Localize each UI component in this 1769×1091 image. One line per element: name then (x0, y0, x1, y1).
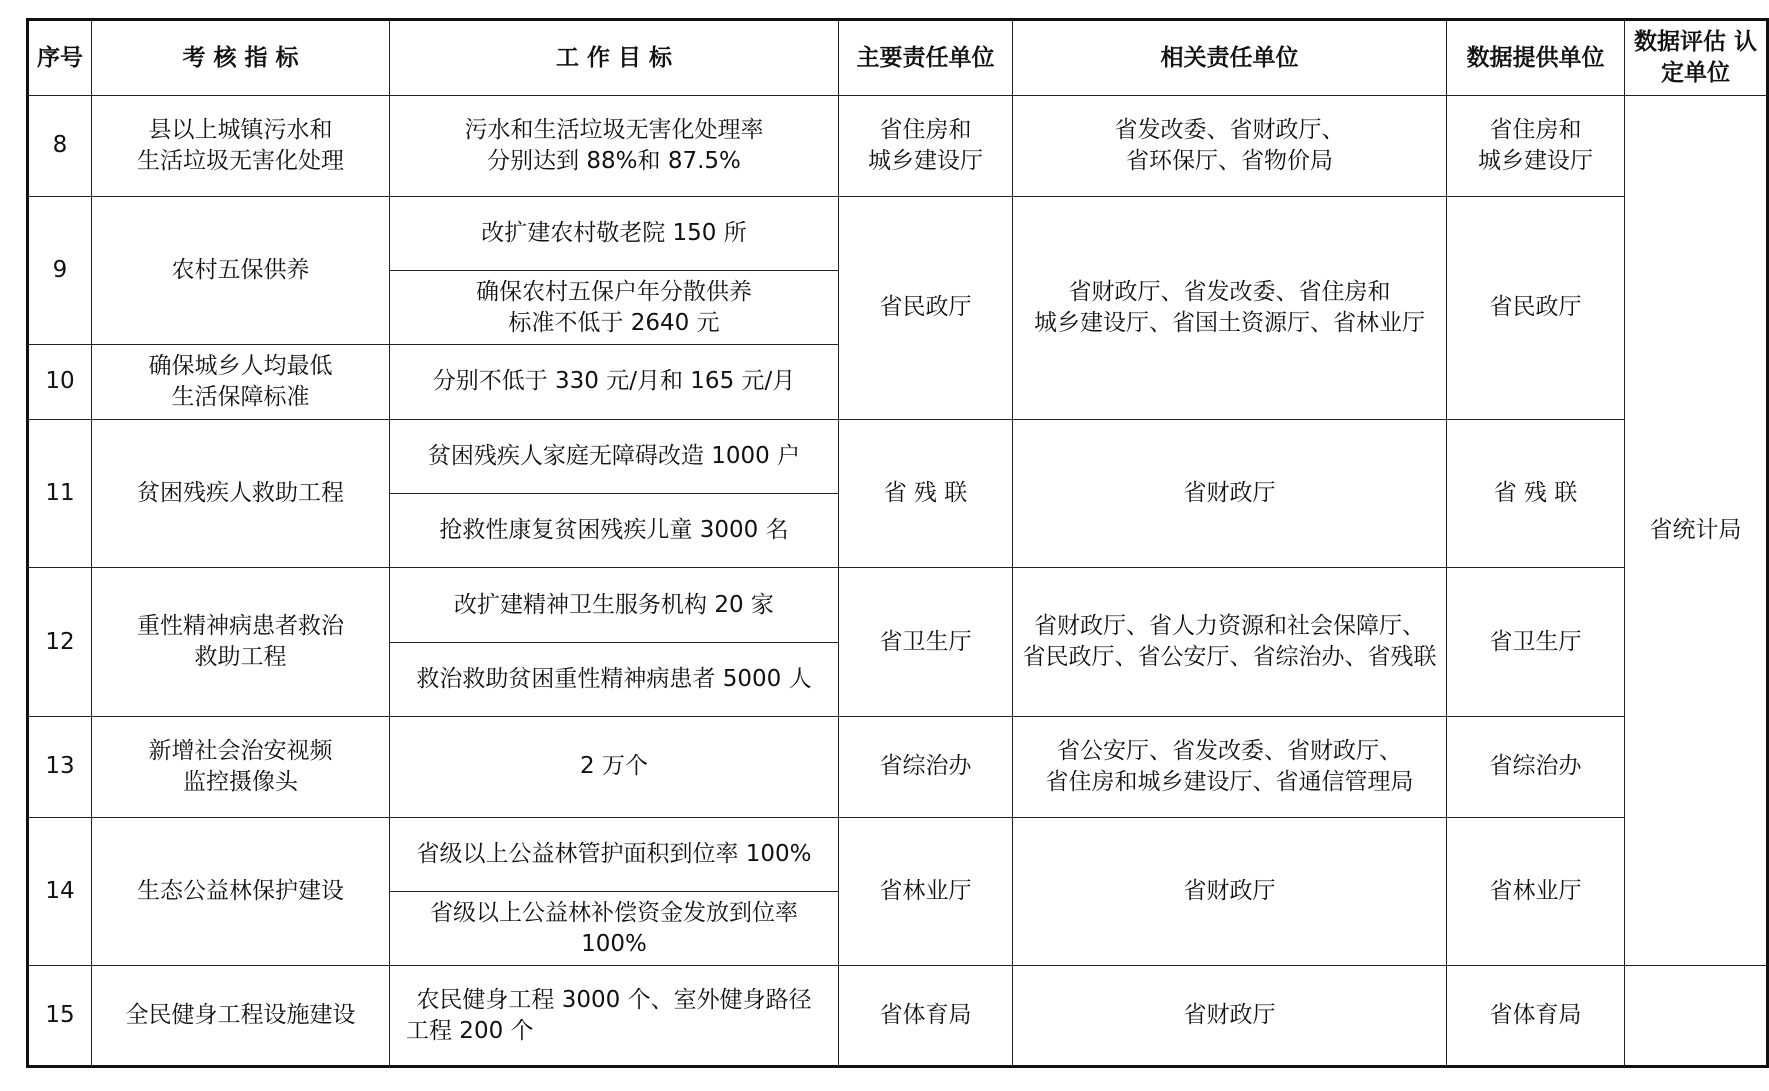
indicator-cell (92, 717, 390, 818)
goal-line: 确保农村五保户年分散供养 (476, 278, 752, 305)
goal-cell: 救治救助贫困重性精神病患者 5000 人 (390, 642, 839, 716)
related-unit-line: 省环保厅、省物价局 (1126, 147, 1333, 174)
related-unit-line: 城乡建设厅、省国土资源厅、省林业厅 (1034, 309, 1425, 336)
goal-cell: 改扩建农村敬老院 150 所 (390, 196, 839, 270)
table-row (28, 966, 1768, 1067)
main-unit-cell: 省卫生厅 (839, 568, 1013, 717)
main-unit-cell: 省体育局 (839, 966, 1013, 1067)
goal-cell: 分别不低于 330 元/月和 165 元/月 (390, 345, 839, 419)
related-unit-line: 省住房和城乡建设厅、省通信管理局 (1045, 768, 1414, 795)
seq-cell: 12 (28, 568, 92, 717)
seq-cell: 13 (28, 717, 92, 818)
indicator-line: 县以上城镇污水和 (148, 116, 333, 143)
goal-cell (390, 96, 839, 197)
header-related-unit: 相关责任单位 (1013, 20, 1447, 96)
indicator-line: 新增社会治安视频 (148, 737, 333, 764)
indicator-cell: 全民健身工程设施建设 (92, 966, 390, 1067)
table-row (28, 96, 1768, 197)
data-unit-cell: 省 残 联 (1447, 419, 1625, 568)
related-unit-cell: 省财政厅 (1013, 419, 1447, 568)
table-row (28, 196, 1768, 270)
data-unit-cell: 省体育局 (1447, 966, 1625, 1067)
seq-cell: 11 (28, 419, 92, 568)
related-unit-line: 省财政厅、省人力资源和社会保障厅、 (1034, 613, 1425, 640)
goal-cell: 省级以上公益林补偿资金发放到位率 100% (390, 892, 839, 966)
header-main-unit: 主要责任单位 (839, 20, 1013, 96)
indicator-cell (92, 96, 390, 197)
indicator-line: 救助工程 (194, 644, 287, 671)
table-row (28, 419, 1768, 493)
data-unit-cell: 省民政厅 (1447, 196, 1625, 419)
header-eval-unit (1625, 20, 1768, 96)
header-data-unit: 数据提供单位 (1447, 20, 1625, 96)
related-unit-cell (1013, 717, 1447, 818)
header-eval-line2: 认定单位 (1661, 29, 1757, 86)
indicator-line: 确保城乡人均最低 (148, 352, 333, 379)
seq-cell: 15 (28, 966, 92, 1067)
related-unit-cell (1013, 196, 1447, 419)
goal-line: 工程 200 个 (406, 1017, 534, 1044)
seq-cell: 9 (28, 196, 92, 345)
indicator-line: 生活垃圾无害化处理 (137, 147, 344, 174)
goal-cell: 省级以上公益林管护面积到位率 100% (390, 817, 839, 891)
header-row (28, 20, 1768, 96)
main-unit-cell: 省民政厅 (839, 196, 1013, 419)
indicator-cell: 农村五保供养 (92, 196, 390, 345)
table-row (28, 817, 1768, 891)
data-unit-cell: 省林业厅 (1447, 817, 1625, 966)
seq-cell: 10 (28, 345, 92, 419)
main-unit-cell: 省综治办 (839, 717, 1013, 818)
header-seq: 序号 (28, 20, 92, 96)
table-row (28, 717, 1768, 818)
indicator-cell (92, 345, 390, 419)
goal-line: 分别达到 88%和 87.5% (487, 147, 741, 174)
indicator-cell (92, 568, 390, 717)
related-unit-line: 省公安厅、省发改委、省财政厅、 (1057, 737, 1402, 764)
goal-cell (390, 966, 839, 1067)
related-unit-cell: 省财政厅 (1013, 966, 1447, 1067)
goal-line: 污水和生活垃圾无害化处理率 (464, 116, 764, 143)
data-unit-cell (1447, 96, 1625, 197)
data-unit-line: 省住房和 (1489, 116, 1582, 143)
seq-cell: 14 (28, 817, 92, 966)
indicator-line: 监控摄像头 (183, 768, 298, 795)
related-unit-cell: 省财政厅 (1013, 817, 1447, 966)
indicator-cell: 生态公益林保护建设 (92, 817, 390, 966)
goal-cell: 改扩建精神卫生服务机构 20 家 (390, 568, 839, 642)
related-unit-line: 省发改委、省财政厅、 (1114, 116, 1345, 143)
data-unit-cell: 省综治办 (1447, 717, 1625, 818)
data-unit-line: 城乡建设厅 (1478, 147, 1593, 174)
main-unit-line: 城乡建设厅 (868, 147, 983, 174)
indicator-line: 生活保障标准 (171, 383, 310, 410)
goal-cell: 贫困残疾人家庭无障碍改造 1000 户 (390, 419, 839, 493)
main-unit-cell (839, 96, 1013, 197)
goal-line: 标准不低于 2640 元 (508, 309, 720, 336)
goal-cell (390, 270, 839, 344)
main-unit-cell: 省 残 联 (839, 419, 1013, 568)
eval-unit-cell: 省统计局 (1625, 96, 1768, 966)
indicator-line: 重性精神病患者救治 (137, 613, 344, 640)
main-unit-cell: 省林业厅 (839, 817, 1013, 966)
goal-cell: 抢救性康复贫困残疾儿童 3000 名 (390, 494, 839, 568)
goal-line: 农民健身工程 3000 个、室外健身路径 (416, 986, 812, 1013)
assessment-table (26, 18, 1769, 1068)
indicator-cell: 贫困残疾人救助工程 (92, 419, 390, 568)
goal-cell: 2 万个 (390, 717, 839, 818)
related-unit-line: 省财政厅、省发改委、省住房和 (1068, 278, 1391, 305)
related-unit-line: 省民政厅、省公安厅、省综治办、省残联 (1022, 644, 1437, 671)
header-goal: 工 作 目 标 (390, 20, 839, 96)
related-unit-cell (1013, 96, 1447, 197)
seq-cell: 8 (28, 96, 92, 197)
table-row (28, 568, 1768, 642)
data-unit-cell: 省卫生厅 (1447, 568, 1625, 717)
header-eval-line1: 数据评估 (1633, 29, 1726, 55)
related-unit-cell (1013, 568, 1447, 717)
header-indicator: 考 核 指 标 (92, 20, 390, 96)
main-unit-line: 省住房和 (879, 116, 972, 143)
